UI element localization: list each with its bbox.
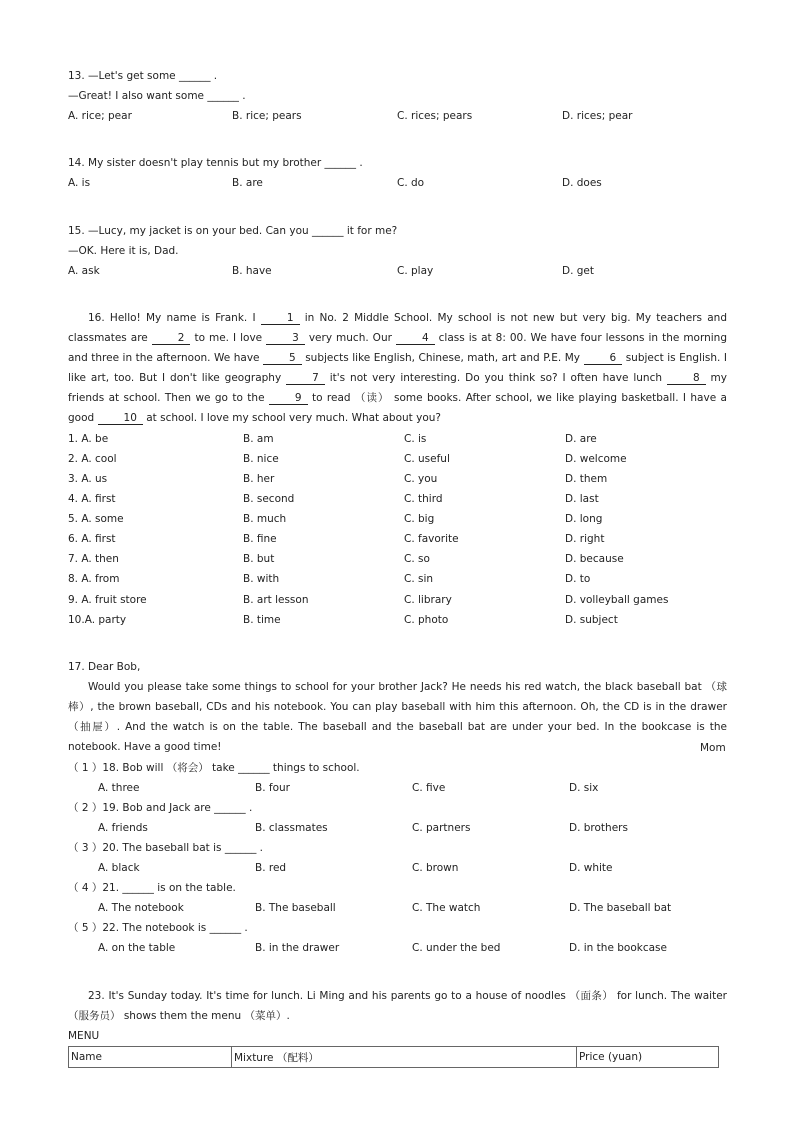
q16-9-option-b[interactable]: B. art lesson <box>243 594 309 606</box>
q18-option-a[interactable]: A. three <box>98 782 140 794</box>
q16-4-option-b[interactable]: B. second <box>243 493 295 505</box>
q16-4-option-a[interactable]: 4. A. first <box>68 493 116 505</box>
q19-option-c[interactable]: C. partners <box>412 822 471 834</box>
blank-10[interactable]: 10 <box>98 412 143 425</box>
q21-stem: （ 4 ）21. ______ is on the table. <box>68 882 236 894</box>
q13-option-a[interactable]: A. rice; pear <box>68 110 132 122</box>
blank-8[interactable]: 8 <box>667 372 706 385</box>
q14-option-c[interactable]: C. do <box>397 177 425 189</box>
q16-7-option-c[interactable]: C. so <box>404 553 430 565</box>
q16-5-option-b[interactable]: B. much <box>243 513 287 525</box>
q16-8-option-c[interactable]: C. sin <box>404 573 434 585</box>
q16-5-option-a[interactable]: 5. A. some <box>68 513 124 525</box>
q15-option-a[interactable]: A. ask <box>68 265 100 277</box>
q16-3-option-d[interactable]: D. them <box>565 473 608 485</box>
q21-option-a[interactable]: A. The notebook <box>98 902 184 914</box>
q20-option-b[interactable]: B. red <box>255 862 287 874</box>
q16-6-option-c[interactable]: C. favorite <box>404 533 459 545</box>
blank-1[interactable]: 1 <box>261 312 300 325</box>
q17-letter-body: Would you please take some things to school for your brother Jack? He needs his red watch, the black baseball bat （球棒）, the brown baseball, CDs and his notebook. You can play baseball with him this afternoon. Oh, the CD is in the drawer （抽屉）. And the watch is on the table. The baseball and the baseball bat are under your bed. In the bookcase is the notebook. Have a good time! <box>68 681 727 753</box>
q21-option-d[interactable]: D. The baseball bat <box>569 902 672 914</box>
blank-7[interactable]: 7 <box>286 372 325 385</box>
q15-option-c[interactable]: C. play <box>397 265 434 277</box>
q14-stem: 14. My sister doesn't play tennis but my brother ______ . <box>68 157 363 169</box>
q16-4-option-d[interactable]: D. last <box>565 493 599 505</box>
q16-2-option-d[interactable]: D. welcome <box>565 453 627 465</box>
q16-3-option-b[interactable]: B. her <box>243 473 275 485</box>
q16-10-option-c[interactable]: C. photo <box>404 614 449 626</box>
q21-option-b[interactable]: B. The baseball <box>255 902 336 914</box>
q15-option-b[interactable]: B. have <box>232 265 272 277</box>
q19-option-b[interactable]: B. classmates <box>255 822 328 834</box>
q13-reply: —Great! I also want some ______ . <box>68 90 246 102</box>
q22-option-a[interactable]: A. on the table <box>98 942 176 954</box>
menu-header-mixture: Mixture （配料） <box>232 1047 577 1068</box>
q13-option-b[interactable]: B. rice; pears <box>232 110 302 122</box>
q16-10-option-b[interactable]: B. time <box>243 614 281 626</box>
q13-stem: 13. —Let's get some ______ . <box>68 70 218 82</box>
blank-6[interactable]: 6 <box>584 352 623 365</box>
q22-option-c[interactable]: C. under the bed <box>412 942 501 954</box>
q16-9-option-c[interactable]: C. library <box>404 594 452 606</box>
q15-reply: —OK. Here it is, Dad. <box>68 245 179 257</box>
q16-8-option-d[interactable]: D. to <box>565 573 591 585</box>
menu-header-name: Name <box>69 1047 232 1068</box>
q16-5-option-d[interactable]: D. long <box>565 513 603 525</box>
q18-option-b[interactable]: B. four <box>255 782 290 794</box>
q13-option-d[interactable]: D. rices; pear <box>562 110 633 122</box>
q16-passage: 16. Hello! My name is Frank. I 1 in No. 2 Middle School. My school is not new but very big. My teachers and classmates are 2 to me. I love 3 very much. Our 4 class is at 8: 00. We have four lessons in the morning and three in the afternoon. We have 5 subjects like English, Chinese, math, art and P.E. My 6 subject is English. I like art, too. But I don't like geography 7 it's not very interesting. Do you think so? I often have lunch 8 my friends at school. Then we go to the 9 to read （读） some books. After school, we like playing basketball. I have a good 10 at school. I love my school very much. What about you? <box>68 312 727 424</box>
q20-option-c[interactable]: C. brown <box>412 862 459 874</box>
q16-2-option-a[interactable]: 2. A. cool <box>68 453 117 465</box>
q16-7-option-a[interactable]: 7. A. then <box>68 553 119 565</box>
q16-10-option-d[interactable]: D. subject <box>565 614 618 626</box>
q16-6-option-b[interactable]: B. fine <box>243 533 277 545</box>
q16-9-option-d[interactable]: D. volleyball games <box>565 594 669 606</box>
q20-option-d[interactable]: D. white <box>569 862 613 874</box>
q16-5-option-c[interactable]: C. big <box>404 513 435 525</box>
blank-2[interactable]: 2 <box>152 332 191 345</box>
q22-option-b[interactable]: B. in the drawer <box>255 942 340 954</box>
menu-header-row <box>69 1047 719 1068</box>
q22-option-d[interactable]: D. in the bookcase <box>569 942 667 954</box>
q18-option-c[interactable]: C. five <box>412 782 446 794</box>
q23-intro: 23. It's Sunday today. It's time for lunch. Li Ming and his parents go to a house of noodles （面条） for lunch. The waiter （服务员） shows them the menu （菜单）. <box>68 990 727 1022</box>
menu-header-price: Price (yuan) <box>577 1047 719 1068</box>
q17-signature: Mom <box>700 742 726 754</box>
q16-4-option-c[interactable]: C. third <box>404 493 443 505</box>
q16-3-option-c[interactable]: C. you <box>404 473 438 485</box>
q16-1-option-d[interactable]: D. are <box>565 433 597 445</box>
q18-stem: （ 1 ）18. Bob will （将会） take ______ things to school. <box>68 762 360 774</box>
q16-8-option-a[interactable]: 8. A. from <box>68 573 120 585</box>
blank-3[interactable]: 3 <box>266 332 305 345</box>
q14-option-a[interactable]: A. is <box>68 177 91 189</box>
q16-3-option-a[interactable]: 3. A. us <box>68 473 108 485</box>
q16-6-option-a[interactable]: 6. A. first <box>68 533 116 545</box>
q16-7-option-d[interactable]: D. because <box>565 553 624 565</box>
q18-option-d[interactable]: D. six <box>569 782 599 794</box>
q19-stem: （ 2 ）19. Bob and Jack are ______ . <box>68 802 253 814</box>
q17-greeting: 17. Dear Bob, <box>68 661 141 673</box>
q16-8-option-b[interactable]: B. with <box>243 573 280 585</box>
q16-2-option-b[interactable]: B. nice <box>243 453 279 465</box>
q19-option-d[interactable]: D. brothers <box>569 822 628 834</box>
menu-label: MENU <box>68 1030 100 1042</box>
blank-5[interactable]: 5 <box>263 352 302 365</box>
q16-9-option-a[interactable]: 9. A. fruit store <box>68 594 147 606</box>
q16-7-option-b[interactable]: B. but <box>243 553 275 565</box>
q20-stem: （ 3 ）20. The baseball bat is ______ . <box>68 842 264 854</box>
q19-option-a[interactable]: A. friends <box>98 822 148 834</box>
menu-table <box>68 1046 719 1068</box>
q16-2-option-c[interactable]: C. useful <box>404 453 450 465</box>
q15-option-d[interactable]: D. get <box>562 265 595 277</box>
blank-9[interactable]: 9 <box>269 392 308 405</box>
q16-1-option-a[interactable]: 1. A. be <box>68 433 109 445</box>
q16-1-option-b[interactable]: B. am <box>243 433 274 445</box>
q13-option-c[interactable]: C. rices; pears <box>397 110 473 122</box>
q21-option-c[interactable]: C. The watch <box>412 902 481 914</box>
q16-1-option-c[interactable]: C. is <box>404 433 427 445</box>
blank-4[interactable]: 4 <box>396 332 435 345</box>
q16-6-option-d[interactable]: D. right <box>565 533 605 545</box>
q22-stem: （ 5 ）22. The notebook is ______ . <box>68 922 248 934</box>
q15-stem: 15. —Lucy, my jacket is on your bed. Can you ______ it for me? <box>68 225 398 237</box>
q14-option-b[interactable]: B. are <box>232 177 263 189</box>
q14-option-d[interactable]: D. does <box>562 177 602 189</box>
q16-10-option-a[interactable]: 10.A. party <box>68 614 127 626</box>
q20-option-a[interactable]: A. black <box>98 862 140 874</box>
